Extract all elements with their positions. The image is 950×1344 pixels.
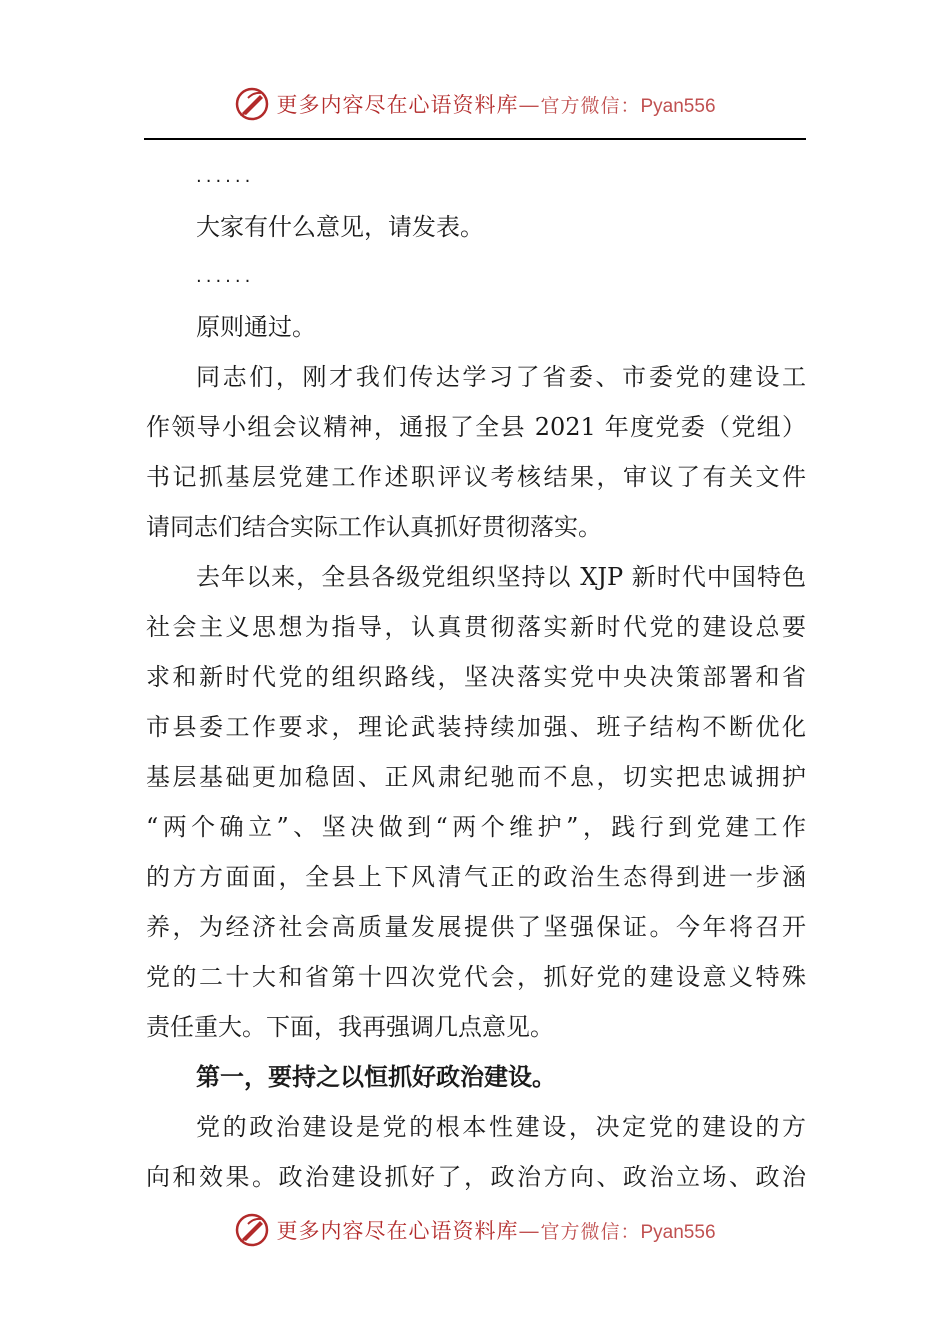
document-body — [146, 152, 806, 1202]
ellipsis-line: ...... — [196, 166, 255, 187]
paragraph-line: 去年以来，全县各级党组织坚持以 XJP 新时代中国特色 — [196, 563, 806, 591]
paragraph-line: 向和效果。政治建设抓好了，政治方向、政治立场、政治 — [146, 1163, 806, 1191]
paragraph-line: 责任重大。下面，我再强调几点意见。 — [146, 1013, 554, 1041]
paragraph-line: 请同志们结合实际工作认真抓好贯彻落实。 — [146, 513, 602, 541]
header-rule — [144, 138, 806, 140]
banner-text — [276, 89, 715, 119]
banner-wechat-id: Pyan556 — [640, 1222, 716, 1243]
ellipsis-line: ...... — [196, 266, 255, 287]
paragraph-line: “两个确立”、坚决做到“两个维护”，践行到党建工作 — [146, 813, 806, 841]
paragraph-line: 书记抓基层党建工作述职评议考核结果，审议了有关文件 — [146, 463, 806, 491]
text-line: 原则通过。 — [196, 313, 316, 341]
banner-dash: — — [518, 93, 541, 117]
banner-dash: — — [518, 1219, 541, 1243]
section-heading: 第一，要持之以恒抓好政治建设。 — [196, 1063, 556, 1091]
quill-pen-icon — [234, 86, 270, 122]
banner-wechat-label: 官方微信： — [540, 95, 641, 117]
banner-wechat-label: 官方微信： — [540, 1221, 641, 1243]
banner-wechat-id: Pyan556 — [640, 96, 716, 117]
header-banner — [0, 84, 950, 124]
paragraph-line: 党的政治建设是党的根本性建设，决定党的建设的方 — [196, 1113, 806, 1141]
paragraph-line: 的方方面面，全县上下风清气正的政治生态得到进一步涵 — [146, 863, 806, 891]
paragraph-line: 求和新时代党的组织路线，坚决落实党中央决策部署和省 — [146, 663, 806, 691]
banner-site: 更多内容尽在心语资料库 — [276, 93, 519, 117]
paragraph-line: 养，为经济社会高质量发展提供了坚强保证。今年将召开 — [146, 913, 806, 941]
banner-text — [276, 1215, 715, 1245]
paragraph-line: 同志们，刚才我们传达学习了省委、市委党的建设工 — [196, 363, 806, 391]
paragraph-line: 基层基础更加稳固、正风肃纪驰而不息，切实把忠诚拥护 — [146, 763, 806, 791]
paragraph-line: 党的二十大和省第十四次党代会，抓好党的建设意义特殊 — [146, 963, 806, 991]
paragraph-line: 作领导小组会议精神，通报了全县 2021 年度党委（党组） — [146, 413, 806, 441]
banner-site: 更多内容尽在心语资料库 — [276, 1219, 519, 1243]
text-line: 大家有什么意见，请发表。 — [196, 213, 484, 241]
quill-pen-icon — [234, 1212, 270, 1248]
paragraph-line: 市县委工作要求，理论武装持续加强、班子结构不断优化 — [146, 713, 806, 741]
footer-banner — [0, 1210, 950, 1250]
paragraph-line: 社会主义思想为指导，认真贯彻落实新时代党的建设总要 — [146, 613, 806, 641]
